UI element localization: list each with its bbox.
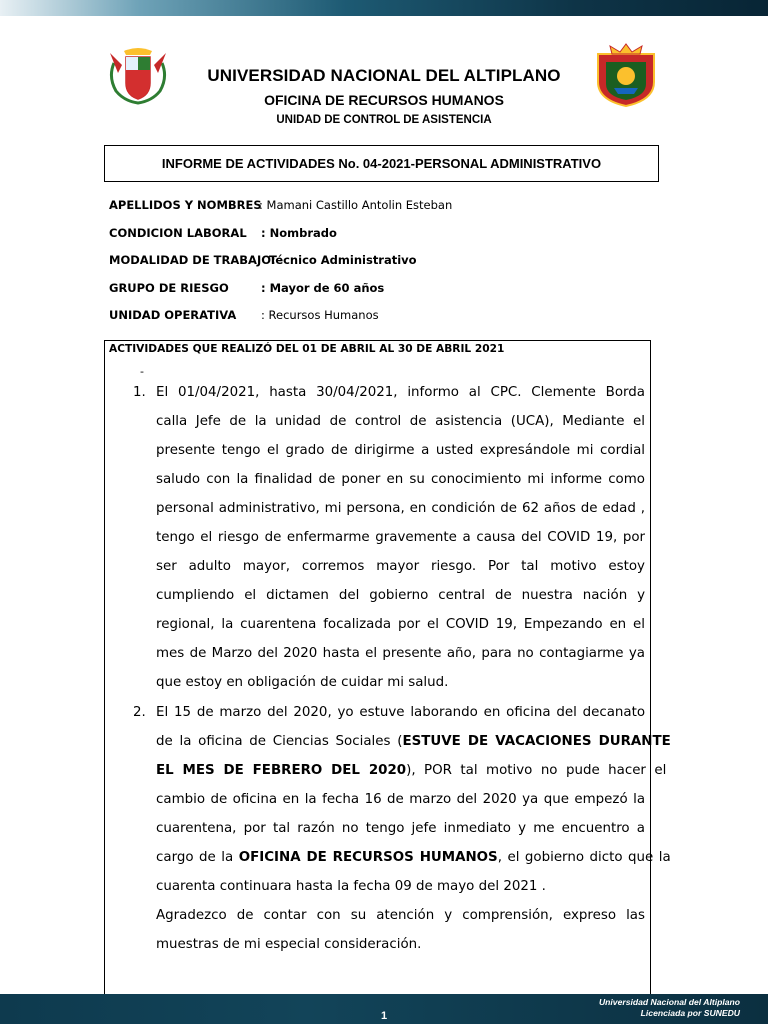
text-line: Agradezco de contar con su atención y comprensión, expreso las xyxy=(156,908,645,923)
page-number: 1 xyxy=(380,1010,388,1022)
info-label: MODALIDAD DE TRABAJO: xyxy=(109,253,276,267)
text-line xyxy=(156,727,671,756)
info-row-names xyxy=(109,198,659,226)
footer-organization xyxy=(599,997,740,1019)
text-line: cuarentena, por tal razón no tengo jefe inmediato y me encuentro a xyxy=(156,821,645,836)
text-line: calla Jefe de la unidad de control de asistencia (UCA), Mediante el xyxy=(156,414,645,429)
text-line: El 15 de marzo del 2020, yo estuve laborando en oficina del decanato xyxy=(156,705,646,720)
text-line: mes de Marzo del 2020 hasta el presente año, para no contagiarme ya xyxy=(156,646,646,661)
top-decorative-band xyxy=(0,0,768,16)
text-line: regional, la cuarentena focalizada por el COVID 19, Empezando en el xyxy=(156,617,645,632)
text-line: que estoy en obligación de cuidar mi salud. xyxy=(156,675,449,690)
info-row-risk-group xyxy=(109,281,659,309)
text-line: cambio de oficina en la fecha 16 de marzo del 2020 ya que empezó la xyxy=(156,792,646,807)
text-line: saludo con la finalidad de poner en su conocimiento mi informe como xyxy=(156,472,645,487)
info-value: : Mamani Castillo Antolin Esteban xyxy=(259,198,453,212)
bullet-dash: - xyxy=(140,365,144,378)
info-value: : Nombrado xyxy=(261,225,337,240)
text-line: personal administrativo, mi persona, en condición de 62 años de edad , xyxy=(156,501,646,516)
info-value: : Mayor de 60 años xyxy=(261,280,385,295)
info-label: UNIDAD OPERATIVA xyxy=(109,308,237,322)
text-line: muestras de mi especial consideración. xyxy=(156,937,422,952)
university-name: UNIVERSIDAD NACIONAL DEL ALTIPLANO xyxy=(207,66,561,85)
info-label: APELLIDOS Y NOMBRES xyxy=(109,198,262,212)
item-number: 2. xyxy=(133,705,146,720)
text-line: cumpliendo el dictamen del gobierno central de nuestra nación y xyxy=(156,588,646,603)
info-label: GRUPO DE RIESGO xyxy=(109,280,229,295)
office-name: OFICINA DE RECURSOS HUMANOS xyxy=(264,92,504,108)
text-segment: de la oficina de Ciencias Sociales ( xyxy=(156,734,403,749)
info-row-condition xyxy=(109,226,659,254)
text-segment: cargo de la xyxy=(156,850,239,865)
text-segment: ), POR tal motivo no pude hacer el xyxy=(406,763,667,778)
footer-org-line: Universidad Nacional del Altiplano xyxy=(598,997,740,1007)
unit-name: UNIDAD DE CONTROL DE ASISTENCIA xyxy=(276,114,492,126)
text-segment-bold: ESTUVE DE VACACIONES DURANTE xyxy=(402,734,671,749)
info-value: Técnico Administrativo xyxy=(269,253,417,267)
text-line xyxy=(156,756,667,785)
text-line: El 01/04/2021, hasta 30/04/2021, informo al CPC. Clemente Borda xyxy=(156,385,645,400)
footer-org-line: Licenciada por SUNEDU xyxy=(640,1008,740,1018)
text-line: ser adulto mayor, corremos mayor riesgo. Por tal motivo estoy xyxy=(156,559,645,574)
info-value: : Recursos Humanos xyxy=(261,308,379,322)
info-row-modality xyxy=(109,253,659,281)
employee-info xyxy=(109,198,659,336)
document-header xyxy=(0,40,768,135)
text-segment-bold: EL MES DE FEBRERO DEL 2020 xyxy=(156,763,407,778)
info-row-unit xyxy=(109,308,659,336)
text-segment-bold: OFICINA DE RECURSOS HUMANOS xyxy=(238,850,498,865)
activities-section xyxy=(104,340,671,1000)
report-title-box xyxy=(104,145,659,182)
info-label: CONDICION LABORAL xyxy=(109,225,247,240)
report-title: INFORME DE ACTIVIDADES No. 04-2021-PERSONAL ADMINISTRATIVO xyxy=(161,156,602,171)
text-line: presente tengo el grado de dirigirme a usted expresándole mi cordial xyxy=(156,443,645,458)
item-text xyxy=(156,698,671,959)
text-line xyxy=(156,843,671,872)
activities-heading: ACTIVIDADES QUE REALIZÓ DEL 01 DE ABRIL AL 30 DE ABRIL 2021 xyxy=(109,343,505,355)
text-line: tengo el riesgo de enfermarme gravemente a causa del COVID 19, por xyxy=(156,530,646,545)
text-line: cuarenta continuara hasta la fecha 09 de mayo del 2021 . xyxy=(156,879,546,894)
text-segment: , el gobierno dicto que la xyxy=(497,850,671,865)
item-number: 1. xyxy=(133,385,146,400)
item-text xyxy=(156,378,645,697)
